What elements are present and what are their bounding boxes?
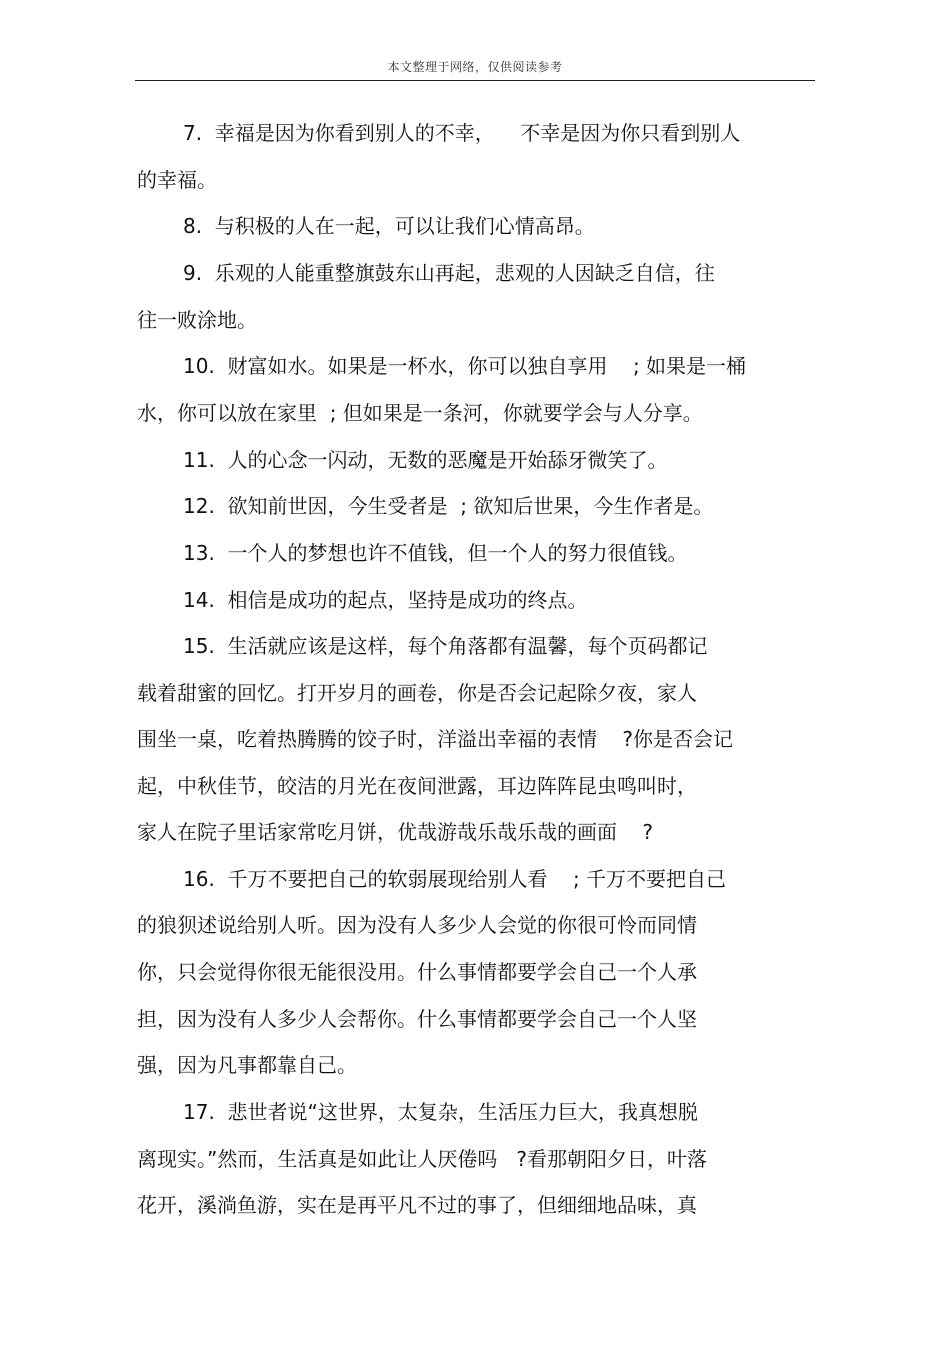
text-line: 10. 财富如水。如果是一杯水，你可以独自享用 ; 如果是一桶 [183, 354, 747, 378]
text-line: 13. 一个人的梦想也许不值钱，但一个人的努力很值钱。 [183, 541, 688, 565]
text-line: 的幸福。 [137, 168, 217, 192]
text-line: 你，只会觉得你很无能很没用。什么事情都要学会自己一个人承 [137, 960, 697, 984]
text-line: 离现实。”然而，生活真是如此让人厌倦吗 ?看那朝阳夕日，叶落 [137, 1147, 708, 1171]
text-line: 9. 乐观的人能重整旗鼓东山再起，悲观的人因缺乏自信，往 [183, 261, 715, 285]
text-line: 起，中秋佳节，皎洁的月光在夜间泄露，耳边阵阵昆虫鸣叫时， [137, 774, 697, 798]
text-line: 担，因为没有人多少人会帮你。什么事情都要学会自己一个人坚 [137, 1007, 697, 1031]
page-header: 本文整理于网络，仅供阅读参考 [387, 60, 563, 74]
text-line: 家人在院子里话家常吃月饼，优哉游哉乐哉乐哉的画面 ? [137, 820, 654, 844]
text-line: 14. 相信是成功的起点，坚持是成功的终点。 [183, 588, 588, 612]
text-line: 8. 与积极的人在一起，可以让我们心情高昂。 [183, 214, 595, 238]
text-line: 12. 欲知前世因，今生受者是 ; 欲知后世果，今生作者是。 [183, 494, 714, 518]
text-line: 水，你可以放在家里 ; 但如果是一条河，你就要学会与人分享。 [137, 401, 703, 425]
text-line: 载着甜蜜的回忆。打开岁月的画卷，你是否会记起除夕夜，家人 [137, 681, 697, 705]
text-line: 花开，溪淌鱼游，实在是再平凡不过的事了，但细细地品味，真 [137, 1193, 697, 1217]
text-line: 11. 人的心念一闪动，无数的恶魔是开始舔牙微笑了。 [183, 448, 668, 472]
text-line: 15. 生活就应该是这样，每个角落都有温馨，每个页码都记 [183, 634, 708, 658]
text-line: 强，因为凡事都靠自己。 [137, 1053, 357, 1077]
text-line: 往一败涂地。 [137, 308, 257, 332]
text-line: 17. 悲世者说“这世界，太复杂，生活压力巨大，我真想脱 [183, 1100, 698, 1124]
text-line: 7. 幸福是因为你看到别人的不幸， 不幸是因为你只看到别人 [183, 121, 741, 145]
text-line: 围坐一桌，吃着热腾腾的饺子时，洋溢出幸福的表情 ?你是否会记 [137, 727, 734, 751]
text-line: 的狼狈述说给别人听。因为没有人多少人会觉的你很可怜而同情 [137, 913, 697, 937]
text-line: 16. 千万不要把自己的软弱展现给别人看 ; 千万不要把自己 [183, 867, 727, 891]
